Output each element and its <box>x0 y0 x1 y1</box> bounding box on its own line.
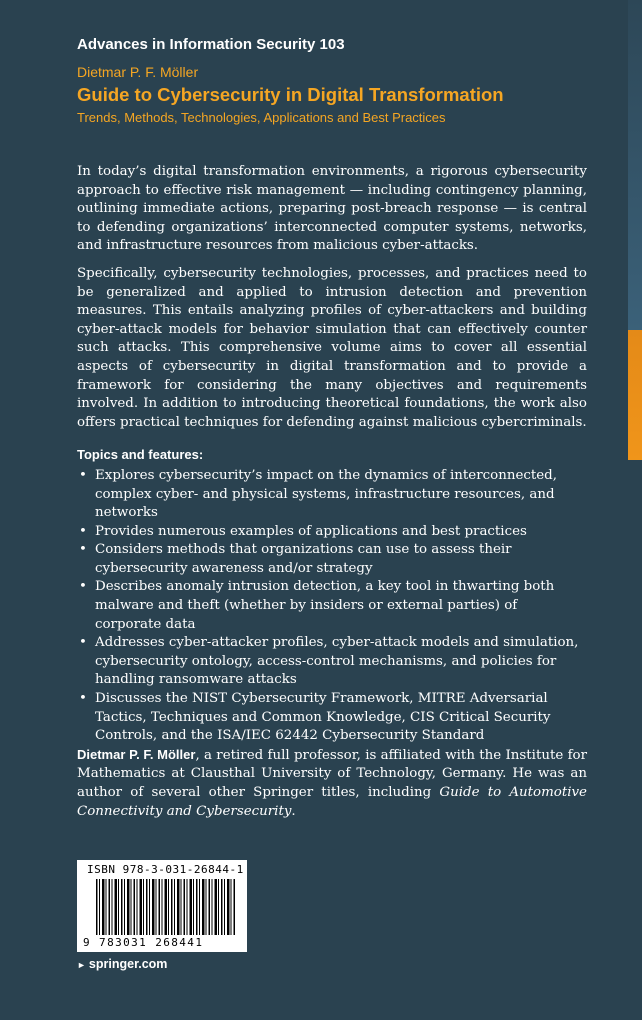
bio-author-name: Dietmar P. F. Möller <box>77 746 196 762</box>
arrow-right-icon: ► <box>77 960 86 970</box>
feature-item: • Discusses the NIST Cybersecurity Framework, MITRE Adversarial Tactics, Techniques and Common Knowledge, CIS Critical Security Controls, and the ISA/IEC 62442 Cybersecurity Standard <box>77 690 587 746</box>
feature-item: • Describes anomaly intrusion detection, a key tool in thwarting both malware and theft (whether by insiders or external parties) of corporate data <box>77 578 587 634</box>
blurb-paragraph-2: Specifically, cybersecurity technologies, processes, and practices need to be generalized and applied to intrusion detection and prevention measures. This entails analyzing profiles of cyber-attackers and building cyber-attack models for behavior simulation that can effectively counter such attacks. This comprehensive volume aims to cover all essential aspects of cybersecurity in digital transformation and to provide a framework for considering the many objectives and requirements involved. In addition to introducing theoretical foundations, the work also offers practical techniques for defending against malicious cybercriminals. <box>77 265 587 430</box>
isbn-barcode <box>77 860 247 952</box>
features-list <box>77 467 587 746</box>
isbn-number: ISBN 978-3-031-26844-1 <box>87 863 244 876</box>
series-title: Advances in Information Security 103 <box>77 36 345 53</box>
bio-book-title: Guide to Automotive Connectivity and Cybersecurity <box>77 785 587 819</box>
author-bio <box>77 746 587 821</box>
feature-item: • Considers methods that organizations can use to assess their cybersecurity awareness and/or strategy <box>77 541 587 578</box>
spine-color-strip-top <box>628 0 642 330</box>
topics-heading: Topics and features: <box>77 447 204 463</box>
ean-number: 9 783031 268441 <box>83 936 204 949</box>
bio-text: , a retired full professor, is affiliated with the Institute for Mathematics at Clausthal University of Technology, Germany. He was an author of several other Springer titles, including <box>77 747 588 800</box>
book-title: Guide to Cybersecurity in Digital Transformation <box>77 84 504 105</box>
feature-item: • Explores cybersecurity’s impact on the dynamics of interconnected, complex cyber- and physical systems, infrastructure resources, and networks <box>77 467 587 523</box>
feature-item: • Provides numerous examples of applications and best practices <box>77 523 587 542</box>
publisher-link[interactable] <box>77 957 167 971</box>
blurb-paragraph-1: In today’s digital transformation environments, a rigorous cybersecurity approach to effective risk management — including contingency planning, outlining immediate actions, preparing post-breach response — is central to defending organizations’ interconnected computer systems, networks, and infrastructure resources from malicious cyber-attacks. <box>77 164 587 254</box>
feature-item: • Addresses cyber-attacker profiles, cyber-attack models and simulation, cybersecurity ontology, access-control mechanisms, and policies for handling ransomware attacks <box>77 634 587 690</box>
barcode-bars <box>96 879 236 935</box>
book-author: Dietmar P. F. Möller <box>77 64 199 80</box>
publisher-url: springer.com <box>88 957 168 971</box>
blurb-body <box>77 163 587 830</box>
book-subtitle: Trends, Methods, Technologies, Applications and Best Practices <box>77 110 446 125</box>
bio-end: . <box>291 803 296 819</box>
